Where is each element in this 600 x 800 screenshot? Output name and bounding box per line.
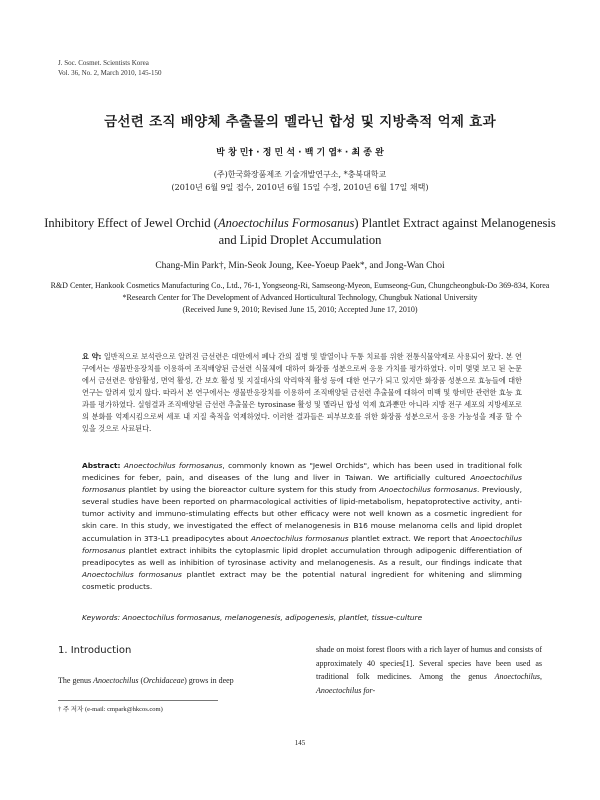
keywords (82, 613, 522, 622)
korean-affiliation (0, 168, 600, 194)
page-number: 145 (294, 739, 306, 747)
abstract-text: plantlet by using the bioreactor culture system for this study from (125, 485, 380, 495)
footnote-rule (58, 700, 218, 701)
english-abstract (82, 460, 522, 593)
abstract-species: Anoectochilus formosanus (250, 533, 349, 543)
english-title (40, 215, 560, 249)
intro-text: ( (138, 676, 144, 685)
korean-abstract-text: 일반적으로 보석란으로 알려진 금선련은 대만에서 폐나 간의 질병 및 발열이나 두통 치료를 위한 전통식물약제로 사용되어 왔다. 본 연구에서는 생물반응장치를 이용하여 조직배양된 금선련 식물체에 대하여 화장품 성분으로써 응용 가치를 평가하였다. 이미 몇몇 보고 된 논문에서 금선련은 항암활성, 면역 활성, 간 보호 활성 및 지질대사의 약리학적 활성 등에 대한 연구가 되고 있지만 화장품 성분으로 효능들에 대한 연구는 알려져 있지 않다. 따라서 본 연구에서는 생물반응장치를 이용하여 조직배양된 금선련 추출물에 대하여 미백 및 항비만 관련한 효능 효과를 평가하였다. 실험결과 조직배양된 금선련 추출물은 tyrosinase 활성 및 멜라닌 합성 억제 효과뿐만 아니라 지방 전구 세포의 지방세포로의 분화를 억제시킴으로써 세포 내 지질 축적을 억제하였다. 이러한 결과들은 피부보호를 위한 화장품 성분으로서 응용 가능성을 제공 할 수 있을 것으로 사료된다. (82, 352, 522, 433)
journal-name: J. Soc. Cosmet. Scientists Korea (58, 59, 149, 67)
intro-text: The genus (58, 676, 94, 685)
received-dates: (Received June 9, 2010; Revised June 15, 2010; Accepted June 17, 2010) (182, 305, 418, 314)
affiliation-line-2: *Research Center for The Development of Advanced Horticultural Technology, Chungbuk National University (122, 293, 478, 302)
family-name: Orchidaceae (143, 676, 185, 685)
keywords-text: Anoectochilus formosanus, melanogenesis, adipogenesis, plantlet, tissue-culture (122, 613, 423, 622)
english-title-species: Anoectochilus Formosanus (217, 216, 355, 230)
english-title-prefix: Inhibitory Effect of Jewel Orchid ( (44, 216, 218, 230)
genus-name: Anoectochilus (494, 672, 540, 681)
intro-text: ) grows in deep (184, 676, 234, 685)
abstract-text: . Previously, several studies have been reported on pharmacological activities of lipid-metabolism, hepatoprotective activity, anti-tumor activity and immuno-stimulating effects but other efficacy were not well known as a cosmetic ingredient for skin care. In this study, we investigated the effect of melanogenesis in B16 mouse melanoma cells and lipid droplet accumulation in 3T3-L1 preadipocytes about (82, 485, 523, 543)
intro-right-column (316, 643, 542, 697)
korean-authors: 박 창 민† · 정 민 석 · 백 기 엽* · 최 종 완 (216, 148, 384, 158)
korean-affiliation-line: (주)한국화장품제조 기술개발연구소, *충북대학교 (213, 170, 387, 179)
abstract-text: plantlet extract. We report that (348, 533, 471, 543)
english-authors: Chang-Min Park†, Min-Seok Joung, Kee-Yoeup Paek*, and Jong-Wan Choi (155, 261, 445, 271)
korean-abstract-label: 요 약: (82, 352, 102, 361)
abstract-species: Anoectochilus formosanus (379, 485, 477, 495)
english-abstract-label: Abstract: (82, 461, 121, 470)
section-heading-introduction: 1. Introduction (58, 645, 132, 656)
journal-volume: Vol. 36, No. 2, March 2010, 145-150 (58, 69, 162, 77)
genus-name: Anoectochilus for- (316, 685, 376, 695)
korean-abstract (82, 351, 522, 435)
korean-title: 금선련 조직 배양체 추출물의 멜라닌 합성 및 지방축적 억제 효과 (104, 114, 496, 130)
english-title-suffix: ) Plantlet Extract against Melanogenesis and Lipid Droplet Accumulation (218, 216, 556, 247)
abstract-text: plantlet extract may be the potential natural ingredient for whitening and slimming cosmetic products. (82, 569, 522, 591)
abstract-text: plantlet extract inhibits the cytoplasmic lipid droplet accumulation through adipogenic differentiation of preadipocytes as well as inhibition of tyrosinase activity and melanogenesis. As a result, our findings indicate that (82, 545, 522, 567)
journal-info (58, 58, 162, 78)
intro-left-column (58, 674, 303, 687)
abstract-species: Anoectochilus formosanus (123, 461, 223, 470)
english-affiliation (48, 280, 552, 316)
keywords-label: Keywords: (82, 613, 121, 622)
intro-text: shade on moist forest floors with a rich layer of humus and consists of approximately 40 species[1]. Several species have been used as traditional folk medicines. Among the genus (316, 645, 542, 681)
abstract-species: Anoectochilus formosanus (82, 473, 522, 495)
korean-dates-line: (2010년 6월 9일 접수, 2010년 6월 15일 수정, 2010년 6월 17일 채택) (171, 183, 429, 192)
affiliation-line-1: R&D Center, Hankook Cosmetics Manufacturing Co., Ltd., 76-1, Yongseong-Ri, Samseong-Myeon, Eumseong-Gun, Chungcheongbuk-Do 369-834, Korea (50, 281, 550, 290)
corresponding-author-footnote: † 주 저자 (e-mail: cmpark@hkcos.com) (58, 706, 163, 713)
intro-text: , (540, 672, 542, 681)
genus-name: Anoectochilus (93, 676, 139, 685)
abstract-text: , commonly known as "Jewel Orchids", which has been used in traditional folk medicines for feber, pain, and diseases of the lung and liver in Taiwan. We artificially cultured (82, 461, 522, 483)
abstract-species: Anoectochilus formosanus (82, 533, 523, 555)
abstract-species: Anoectochilus formosanus (82, 569, 182, 579)
